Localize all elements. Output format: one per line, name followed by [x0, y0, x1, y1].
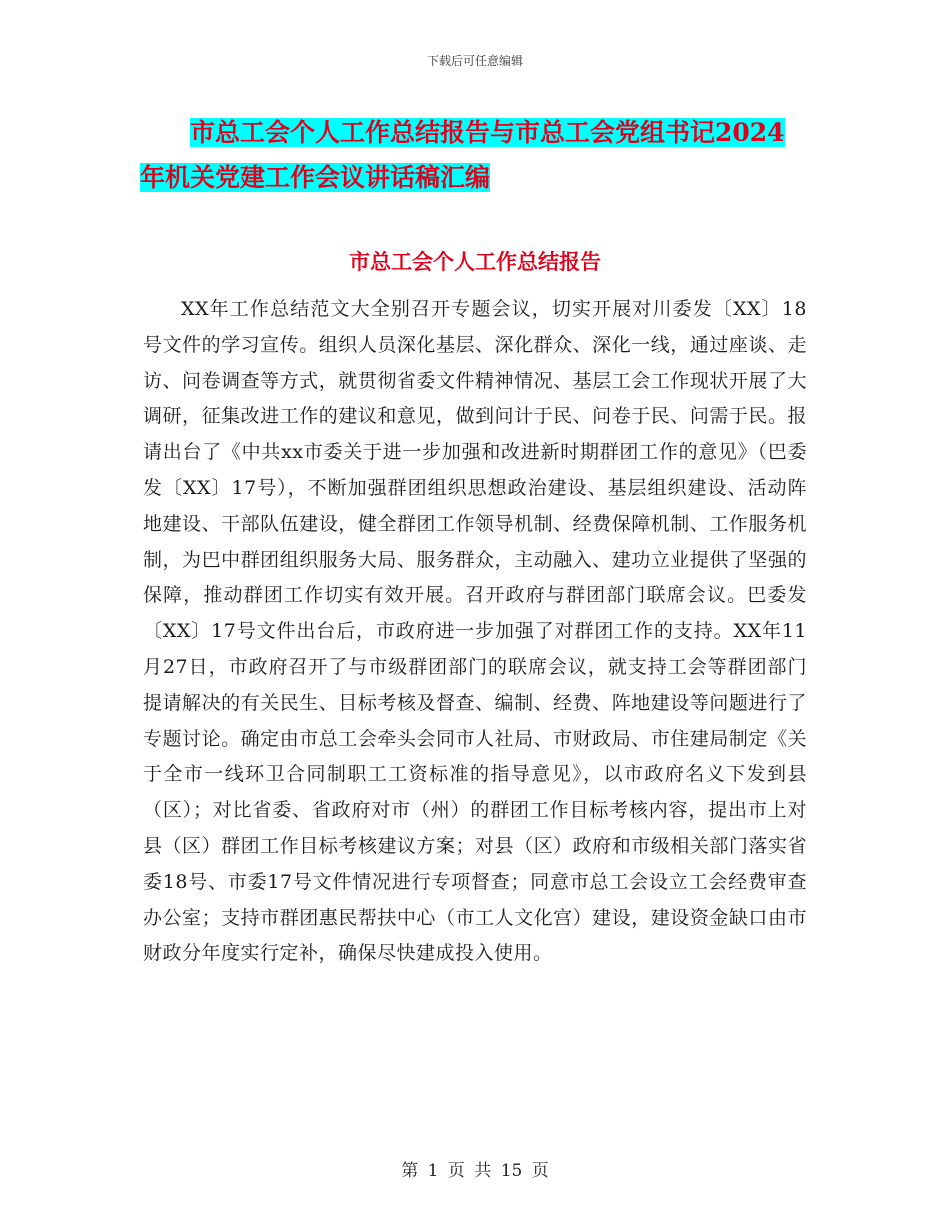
document-title	[140, 110, 840, 200]
section-title: 市总工会个人工作总结报告	[349, 249, 601, 274]
document-title-line-2	[140, 155, 840, 200]
document-title-line-1-text: 市总工会个人工作总结报告与市总工会党组书记2024	[190, 118, 785, 147]
page-number-footer: 第 1 页 共 15 页	[401, 1161, 549, 1181]
document-title-line-1	[140, 110, 840, 155]
body-paragraph: XX年工作总结范文大全别召开专题会议，切实开展对川委发〔XX〕18号文件的学习宣传。组织人员深化基层、深化群众、深化一线，通过座谈、走访、问卷调查等方式，就贯彻省委文件精神情况、基层工会工作现状开展了大调研，征集改进工作的建议和意见，做到问计于民、问卷于民、问需于民。报请出台了《中共xx市委关于进一步加强和改进新时期群团工作的意见》（巴委发〔XX〕17号），不断加强群团组织思想政治建设、基层组织建设、活动阵地建设、干部队伍建设，健全群团工作领导机制、经费保障机制、工作服务机制，为巴中群团组织服务大局、服务群众，主动融入、建功立业提供了坚强的保障，推动群团工作切实有效开展。召开政府与群团部门联席会议。巴委发〔XX〕17号文件出台后，市政府进一步加强了对群团工作的支持。XX年11月27日，市政府召开了与市级群团部门的联席会议，就支持工会等群团部门提请解决的有关民生、目标考核及督查、编制、经费、阵地建设等问题进行了专题讨论。确定由市总工会牵头会同市人社局、市财政局、市住建局制定《关于全市一线环卫合同制职工工资标准的指导意见》，以市政府名义下发到县（区）；对比省委、省政府对市（州）的群团工作目标考核内容，提出市上对县（区）群团工作目标考核建议方案；对县（区）政府和市级相关部门落实省委18号、市委17号文件情况进行专项督查；同意市总工会设立工会经费审查办公室；支持市群团惠民帮扶中心（市工人文化宫）建设，建设资金缺口由市财政分年度实行定补，确保尽快建成投入使用。	[143, 298, 807, 965]
document-title-line-2-text: 年机关党建工作会议讲话稿汇编	[140, 163, 491, 192]
header-note: 下载后可任意编辑	[426, 54, 523, 68]
